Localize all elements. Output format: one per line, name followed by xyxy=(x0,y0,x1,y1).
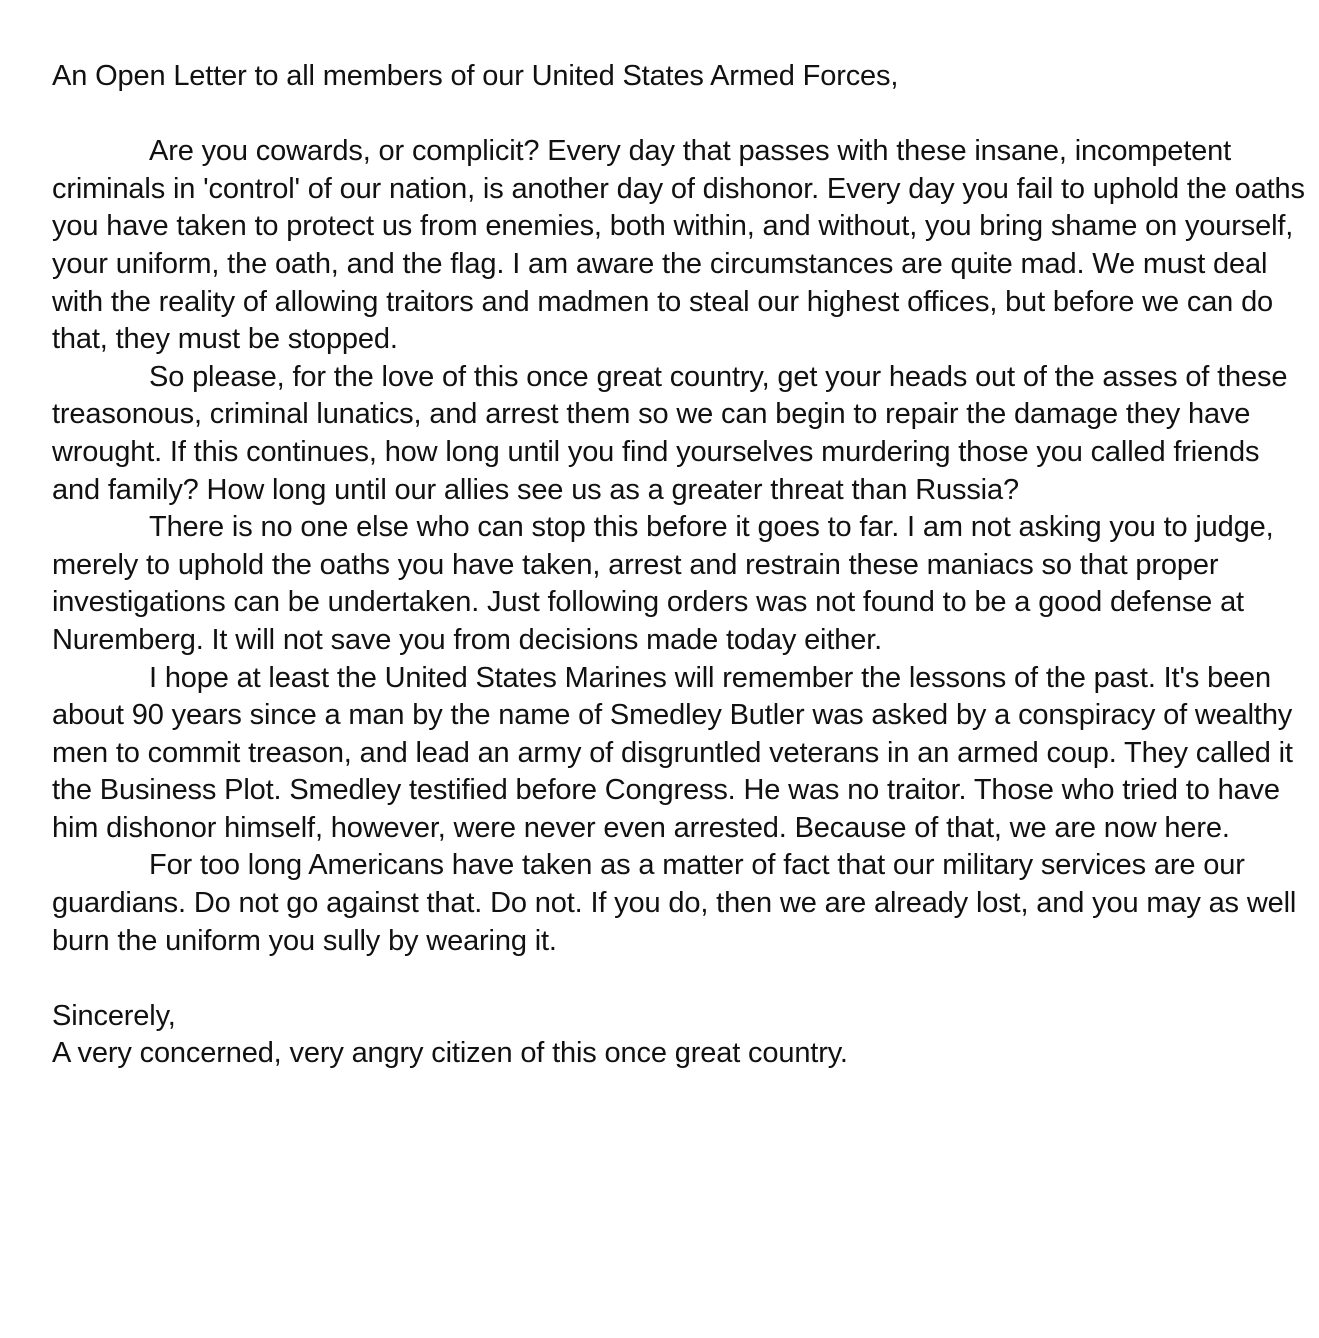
letter-document xyxy=(52,58,1312,1073)
letter-paragraph-1: Are you cowards, or complicit? Every day that passes with these insane, incompetent criminals in 'control' of our nation, is another day of dishonor. Every day you fail to uphold the oaths you have taken to protect us from enemies, both within, and without, you bring shame on yourself, your uniform, the oath, and the flag. I am aware the circumstances are quite mad. We must deal with the reality of allowing traitors and madmen to steal our highest offices, but before we can do that, they must be stopped. xyxy=(52,135,1305,356)
letter-signoff: Sincerely, xyxy=(52,999,176,1032)
letter-paragraph-5: For too long Americans have taken as a matter of fact that our military services are our guardians. Do not go against that. Do not. If you do, then we are already lost, and you may as well burn the uniform you sully by wearing it. xyxy=(52,849,1297,957)
letter-paragraph-4: I hope at least the United States Marines will remember the lessons of the past. It's been about 90 years since a man by the name of Smedley Butler was asked by a conspiracy of wealthy men to commit treason, and lead an army of disgruntled veterans in an armed coup. They called it the Business Plot. Smedley testified before Congress. He was no traitor. Those who tried to have him dishonor himself, however, were never even arrested. Because of that, we are now here. xyxy=(52,661,1293,844)
letter-signature: A very concerned, very angry citizen of this once great country. xyxy=(52,1037,848,1070)
letter-paragraph-2: So please, for the love of this once great country, get your heads out of the asses of these treasonous, criminal lunatics, and arrest them so we can begin to repair the damage they have wrought. If this continues, how long until you find yourselves murdering those you called friends and family? How long until our allies see us as a greater threat than Russia? xyxy=(52,360,1288,506)
letter-closing xyxy=(52,998,1312,1073)
letter-paragraph-3: There is no one else who can stop this before it goes to far. I am not asking you to judge, merely to uphold the oaths you have taken, arrest and restrain these maniacs so that proper investigations can be undertaken. Just following orders was not found to be a good defense at Nuremberg. It will not save you from decisions made today either. xyxy=(52,511,1274,656)
letter-salutation: An Open Letter to all members of our United States Armed Forces, xyxy=(52,60,899,92)
